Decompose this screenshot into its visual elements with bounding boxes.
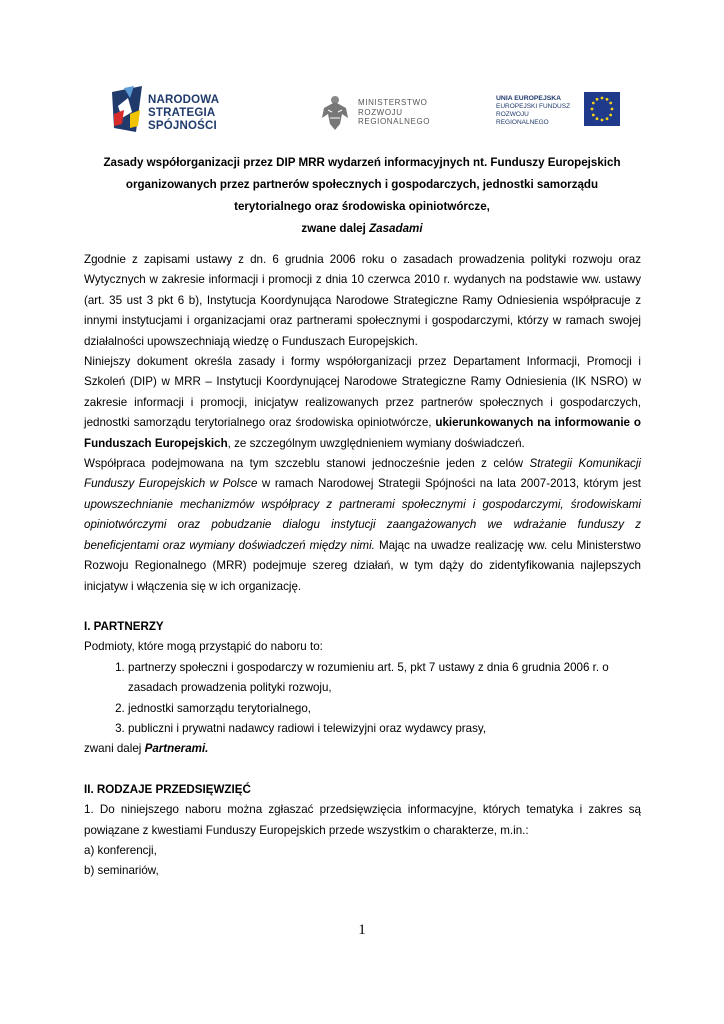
section-1-closing-text: zwani dalej — [84, 742, 145, 756]
intro-paragraph-2 — [84, 352, 641, 454]
title-line-4-text: zwane dalej — [301, 222, 370, 235]
mrr-logo-line2: ROZWOJU — [358, 107, 403, 117]
section-1-closing — [84, 739, 641, 759]
intro-p3-text-a: Współpraca podejmowana na tym szczeblu stanowi jednocześnie jeden z celów — [84, 457, 530, 471]
mrr-logo-line3: REGIONALNEGO — [358, 117, 431, 126]
intro-paragraph-1: Zgodnie z zapisami ustawy z dn. 6 grudnia 2006 roku o zasadach prowadzenia polityki rozwoju oraz Wytycznych w zakresie informacji i promocji z dnia 10 czerwca 2010 r. wydanych na podstawie ww. ustawy (art. 35 ust 3 pkt 6 b), Instytucja Koordynująca Narodowe Strategiczne Ramy Odniesienia współpracuje z innymi instytucjami i organizacjami oraz partnerami społecznymi i gospodarczymi, którzy w ramach swojej działalności upowszechniają wiedzę o Funduszach Europejskich. — [84, 253, 641, 348]
intro-p3-italic-2: upowszechnianie mechanizmów współpracy z partnerami społecznymi i gospodarczymi, środowiskami opiniotwórczymi oraz pobudzanie dialogu instytucji zaangażowanych we wdrażanie funduszy z beneficjentami oraz wymiany doświadczeń między nimi. — [84, 497, 641, 552]
intro-p2-text-a: Niniejszy dokument określa zasady i formy współorganizacji przez Departament Informacji, Promocji i Szkoleń (DIP) w MRR – Instytucji Koordynującej Narodowe Strategiczne Ramy Odniesienia (IK NSRO) w zakresie informacji i promocji, inicjatyw realizowanych przez partnerów społecznych i gospodarczych, jednostki samorządu terytorialnego oraz środowiska opiniotwórcze, — [84, 355, 641, 430]
eagle-emblem-icon — [320, 94, 350, 134]
header-logos — [110, 84, 620, 140]
intro-p3-italic-1: Strategii Komunikacji Funduszy Europejskich w Polsce — [84, 457, 641, 491]
intro-p2-text-b: , ze szczególnym uwzględnieniem wymiany doświadczeń. — [227, 436, 525, 450]
eu-flag-icon — [584, 92, 620, 126]
list-item: 3. publiczni i prywatni nadawcy radiowi i telewizyjni oraz wydawcy prasy, — [128, 719, 641, 739]
spacer — [84, 760, 641, 780]
section-1-lead: Podmioty, które mogą przystąpić do naboru to: — [84, 640, 323, 654]
list-item: 1. partnerzy społeczni i gospodarczy w rozumieniu art. 5, pkt 7 ustawy z dnia 6 grudnia 2006 r. o zasadach prowadzenia polityki rozwoju, — [128, 658, 641, 699]
title-line-2: organizowanych przez partnerów społecznych i gospodarczych, jednostki samorządu — [125, 178, 599, 191]
eu-logo-line2: EUROPEJSKI FUNDUSZ — [496, 103, 571, 110]
nss-emblem-icon — [110, 84, 144, 134]
mrr-logo-line1: MINISTERSTWO — [358, 98, 428, 107]
intro-p3-text-c: Mając na uwadze realizację ww. celu Ministerstwo Rozwoju Regionalnego (MRR) podejmuje szereg działań, w tym dąży do zidentyfikowania najlepszych inicjatyw i włączenia się w ich organizację. — [84, 538, 641, 593]
title-line-4-italic: Zasadami — [369, 222, 423, 235]
eu-logo-line1: UNIA EUROPEJSKA — [496, 95, 562, 102]
section-1-closing-emphasis: Partnerami. — [144, 742, 209, 756]
section-2-heading: II. RODZAJE PRZEDSIĘWZIĘĆ — [84, 782, 251, 796]
spacer — [84, 597, 641, 617]
list-item: a) konferencji, — [84, 843, 157, 857]
nss-logo-line1: NARODOWA — [148, 94, 220, 106]
nss-logo — [110, 84, 280, 140]
document-body — [84, 250, 641, 882]
intro-paragraph-3 — [84, 454, 641, 597]
list-item: b) seminariów, — [84, 864, 159, 878]
mrr-logo — [320, 84, 440, 140]
document-title — [82, 152, 642, 240]
title-line-1: Zasady współorganizacji przez DIP MRR wydarzeń informacyjnych nt. Funduszy Europejskich — [103, 156, 621, 169]
page-number: 1 — [358, 922, 366, 938]
eu-logo — [496, 92, 620, 132]
partners-list — [84, 658, 641, 740]
list-item: 2. jednostki samorządu terytorialnego, — [128, 699, 641, 719]
title-line-3: terytorialnego oraz środowiska opiniotwórcze, — [234, 200, 490, 213]
eu-logo-line3: ROZWOJU REGIONALNEGO — [496, 111, 549, 126]
title-line-4 — [82, 218, 642, 240]
nss-logo-line2: STRATEGIA SPÓJNOŚCI — [148, 107, 217, 132]
intro-p2-bold: ukierunkowanych na informowanie o Funduszach Europejskich — [84, 416, 641, 450]
intro-p3-text-b: w ramach Narodowej Strategii Spójności na lata 2007-2013, którym jest — [257, 477, 641, 491]
section-2-paragraph-1: 1. Do niniejszego naboru można zgłaszać przedsięwzięcia informacyjne, których tematyka i zakres są powiązane z kwestiami Funduszy Europejskich przede wszystkim o charakterze, m.in.: — [84, 803, 641, 837]
section-1-heading: I. PARTNERZY — [84, 619, 164, 633]
